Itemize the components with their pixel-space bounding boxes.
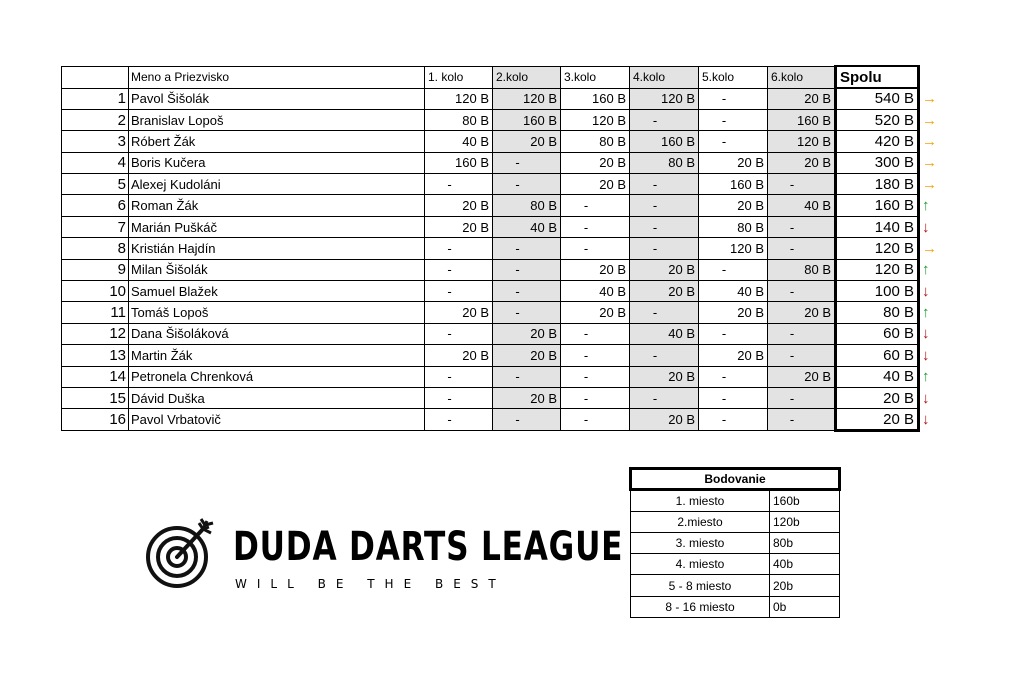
scoring-points: 120b — [770, 511, 840, 532]
dartboard-target-icon — [143, 517, 215, 589]
round-4-points: 20 B — [630, 409, 699, 430]
round-6-points: - — [768, 323, 836, 344]
player-name: Dana Šišoláková — [129, 323, 425, 344]
arrow-down-icon: ↓ — [922, 411, 930, 429]
standings-row — [62, 323, 938, 344]
standings-row — [62, 216, 938, 237]
round-5-points: - — [699, 131, 768, 152]
arrow-right-icon: → — [922, 132, 937, 150]
total-points: 60 B — [836, 323, 919, 344]
league-title: DUDA DARTS LEAGUE — [233, 524, 624, 570]
total-points: 160 B — [836, 195, 919, 216]
round-2-points: - — [493, 366, 561, 387]
total-points: 180 B — [836, 174, 919, 195]
round-1-points: - — [425, 238, 493, 259]
scoring-place: 2.miesto — [631, 511, 770, 532]
round-1-points: 160 B — [425, 152, 493, 173]
total-points: 120 B — [836, 238, 919, 259]
scoring-place: 3. miesto — [631, 532, 770, 553]
round-2-points: 160 B — [493, 109, 561, 130]
standings-row — [62, 387, 938, 408]
round-3-points: - — [561, 195, 630, 216]
round-2-points: 20 B — [493, 345, 561, 366]
round-6-points: 40 B — [768, 195, 836, 216]
scoring-title: Bodovanie — [631, 469, 840, 490]
round-3-points: - — [561, 238, 630, 259]
player-name: Dávid Duška — [129, 387, 425, 408]
round-4-header: 4.kolo — [630, 66, 699, 88]
round-5-points: 80 B — [699, 216, 768, 237]
total-points: 60 B — [836, 345, 919, 366]
position-cell: 4 — [62, 152, 129, 173]
player-name: Branislav Lopoš — [129, 109, 425, 130]
arrow-up-icon: ↑ — [922, 368, 930, 386]
standings-row — [62, 409, 938, 430]
round-5-points: - — [699, 323, 768, 344]
round-3-points: - — [561, 345, 630, 366]
round-1-points: - — [425, 281, 493, 302]
position-cell: 12 — [62, 323, 129, 344]
round-2-header: 2.kolo — [493, 66, 561, 88]
round-1-points: 120 B — [425, 88, 493, 109]
round-4-points: 80 B — [630, 152, 699, 173]
round-5-points: - — [699, 88, 768, 109]
round-5-points: - — [699, 366, 768, 387]
round-2-points: - — [493, 259, 561, 280]
round-5-points: - — [699, 109, 768, 130]
position-cell: 14 — [62, 366, 129, 387]
scoring-row — [631, 511, 840, 532]
round-1-points: - — [425, 174, 493, 195]
position-cell: 8 — [62, 238, 129, 259]
round-1-points: 20 B — [425, 216, 493, 237]
round-2-points: - — [493, 238, 561, 259]
standings-row — [62, 174, 938, 195]
round-4-points: - — [630, 195, 699, 216]
scoring-points: 20b — [770, 575, 840, 596]
round-2-points: 40 B — [493, 216, 561, 237]
position-cell: 6 — [62, 195, 129, 216]
arrow-up-icon: ↑ — [922, 197, 930, 215]
round-2-points: - — [493, 302, 561, 323]
round-5-points: 20 B — [699, 152, 768, 173]
total-points: 300 B — [836, 152, 919, 173]
round-6-points: 20 B — [768, 152, 836, 173]
scoring-row — [631, 575, 840, 596]
round-6-points: - — [768, 281, 836, 302]
standings-row — [62, 152, 938, 173]
round-4-points: 120 B — [630, 88, 699, 109]
round-4-points: 20 B — [630, 366, 699, 387]
position-cell: 11 — [62, 302, 129, 323]
total-points: 420 B — [836, 131, 919, 152]
arrow-right-icon: → — [922, 111, 937, 129]
total-points: 80 B — [836, 302, 919, 323]
round-5-points: 20 B — [699, 195, 768, 216]
round-3-points: - — [561, 409, 630, 430]
round-1-points: 80 B — [425, 109, 493, 130]
round-2-points: - — [493, 174, 561, 195]
position-cell: 10 — [62, 281, 129, 302]
arrow-right-icon: → — [922, 239, 937, 257]
standings-row — [62, 366, 938, 387]
round-5-points: 20 B — [699, 345, 768, 366]
round-4-points: 20 B — [630, 281, 699, 302]
standings-row — [62, 195, 938, 216]
position-cell: 5 — [62, 174, 129, 195]
name-header: Meno a Priezvisko — [129, 66, 425, 88]
player-name: Roman Žák — [129, 195, 425, 216]
round-6-points: - — [768, 387, 836, 408]
player-name: Tomáš Lopoš — [129, 302, 425, 323]
position-header — [62, 66, 129, 88]
player-name: Pavol Vrbatovič — [129, 409, 425, 430]
round-3-points: - — [561, 323, 630, 344]
round-1-points: 20 B — [425, 302, 493, 323]
scoring-caption-row — [631, 469, 840, 490]
round-4-points: - — [630, 302, 699, 323]
total-points: 100 B — [836, 281, 919, 302]
league-logo — [143, 517, 624, 599]
standings-row — [62, 259, 938, 280]
round-5-points: 160 B — [699, 174, 768, 195]
round-1-points: - — [425, 323, 493, 344]
arrow-down-icon: ↓ — [922, 218, 930, 236]
total-points: 40 B — [836, 366, 919, 387]
round-2-points: - — [493, 281, 561, 302]
round-2-points: - — [493, 409, 561, 430]
round-4-points: - — [630, 174, 699, 195]
trend-header — [919, 66, 938, 88]
round-3-points: - — [561, 366, 630, 387]
round-6-points: - — [768, 345, 836, 366]
scoring-row — [631, 490, 840, 511]
round-3-points: - — [561, 387, 630, 408]
total-points: 20 B — [836, 387, 919, 408]
total-points: 120 B — [836, 259, 919, 280]
round-5-points: - — [699, 387, 768, 408]
round-6-points: - — [768, 174, 836, 195]
round-4-points: 160 B — [630, 131, 699, 152]
round-2-points: 20 B — [493, 131, 561, 152]
player-name: Milan Šišolák — [129, 259, 425, 280]
standings-row — [62, 109, 938, 130]
scoring-place: 1. miesto — [631, 490, 770, 511]
position-cell: 13 — [62, 345, 129, 366]
round-4-points: - — [630, 345, 699, 366]
round-3-points: 20 B — [561, 302, 630, 323]
round-4-points: - — [630, 216, 699, 237]
round-6-points: - — [768, 409, 836, 430]
arrow-down-icon: ↓ — [922, 389, 930, 407]
position-cell: 9 — [62, 259, 129, 280]
total-points: 540 B — [836, 88, 919, 109]
round-2-points: 120 B — [493, 88, 561, 109]
standings-row — [62, 281, 938, 302]
round-3-points: 80 B — [561, 131, 630, 152]
round-1-points: - — [425, 366, 493, 387]
round-3-points: 20 B — [561, 152, 630, 173]
round-1-points: 20 B — [425, 195, 493, 216]
round-5-points: - — [699, 409, 768, 430]
total-points: 20 B — [836, 409, 919, 430]
round-2-points: 20 B — [493, 387, 561, 408]
league-tagline: WILL BE THE BEST — [235, 577, 506, 591]
arrow-up-icon: ↑ — [922, 261, 930, 279]
round-4-points: 40 B — [630, 323, 699, 344]
scoring-place: 8 - 16 miesto — [631, 596, 770, 617]
round-6-points: 80 B — [768, 259, 836, 280]
round-6-header: 6.kolo — [768, 66, 836, 88]
round-5-points: 20 B — [699, 302, 768, 323]
round-6-points: 160 B — [768, 109, 836, 130]
round-3-points: 40 B — [561, 281, 630, 302]
player-name: Marián Puškáč — [129, 216, 425, 237]
position-cell: 15 — [62, 387, 129, 408]
arrow-right-icon: → — [922, 175, 937, 193]
scoring-table — [629, 467, 841, 618]
player-name: Kristián Hajdín — [129, 238, 425, 259]
arrow-down-icon: ↓ — [922, 346, 930, 364]
round-3-points: 20 B — [561, 174, 630, 195]
position-cell: 7 — [62, 216, 129, 237]
round-6-points: 20 B — [768, 366, 836, 387]
round-1-points: - — [425, 409, 493, 430]
round-3-points: - — [561, 216, 630, 237]
arrow-right-icon: → — [922, 154, 937, 172]
standings-row — [62, 131, 938, 152]
round-5-points: - — [699, 259, 768, 280]
standings-row — [62, 345, 938, 366]
standings-table — [61, 65, 938, 432]
scoring-points: 40b — [770, 554, 840, 575]
round-5-header: 5.kolo — [699, 66, 768, 88]
standings-header-row — [62, 66, 938, 88]
round-3-points: 20 B — [561, 259, 630, 280]
round-1-points: 20 B — [425, 345, 493, 366]
player-name: Pavol Šišolák — [129, 88, 425, 109]
round-3-points: 120 B — [561, 109, 630, 130]
standings-row — [62, 238, 938, 259]
round-5-points: 40 B — [699, 281, 768, 302]
round-1-header: 1. kolo — [425, 66, 493, 88]
round-1-points: 40 B — [425, 131, 493, 152]
scoring-place: 5 - 8 miesto — [631, 575, 770, 596]
player-name: Alexej Kudoláni — [129, 174, 425, 195]
position-cell: 2 — [62, 109, 129, 130]
round-6-points: 20 B — [768, 302, 836, 323]
scoring-points: 0b — [770, 596, 840, 617]
player-name: Petronela Chrenková — [129, 366, 425, 387]
scoring-place: 4. miesto — [631, 554, 770, 575]
scoring-row — [631, 554, 840, 575]
round-2-points: - — [493, 152, 561, 173]
round-2-points: 20 B — [493, 323, 561, 344]
scoring-row — [631, 532, 840, 553]
player-name: Róbert Žák — [129, 131, 425, 152]
round-1-points: - — [425, 259, 493, 280]
arrow-down-icon: ↓ — [922, 325, 930, 343]
round-2-points: 80 B — [493, 195, 561, 216]
round-6-points: - — [768, 216, 836, 237]
round-6-points: 20 B — [768, 88, 836, 109]
round-1-points: - — [425, 387, 493, 408]
arrow-up-icon: ↑ — [922, 304, 930, 322]
arrow-right-icon: → — [922, 90, 937, 108]
player-name: Boris Kučera — [129, 152, 425, 173]
standings-row — [62, 88, 938, 109]
arrow-down-icon: ↓ — [922, 282, 930, 300]
total-points: 520 B — [836, 109, 919, 130]
round-3-points: 160 B — [561, 88, 630, 109]
total-points: 140 B — [836, 216, 919, 237]
scoring-row — [631, 596, 840, 617]
round-3-header: 3.kolo — [561, 66, 630, 88]
round-6-points: 120 B — [768, 131, 836, 152]
player-name: Samuel Blažek — [129, 281, 425, 302]
scoring-points: 80b — [770, 532, 840, 553]
round-4-points: 20 B — [630, 259, 699, 280]
position-cell: 16 — [62, 409, 129, 430]
round-6-points: - — [768, 238, 836, 259]
standings-row — [62, 302, 938, 323]
round-4-points: - — [630, 238, 699, 259]
position-cell: 3 — [62, 131, 129, 152]
round-5-points: 120 B — [699, 238, 768, 259]
player-name: Martin Žák — [129, 345, 425, 366]
round-4-points: - — [630, 387, 699, 408]
round-4-points: - — [630, 109, 699, 130]
total-header: Spolu — [836, 66, 919, 88]
scoring-points: 160b — [770, 490, 840, 511]
position-cell: 1 — [62, 88, 129, 109]
